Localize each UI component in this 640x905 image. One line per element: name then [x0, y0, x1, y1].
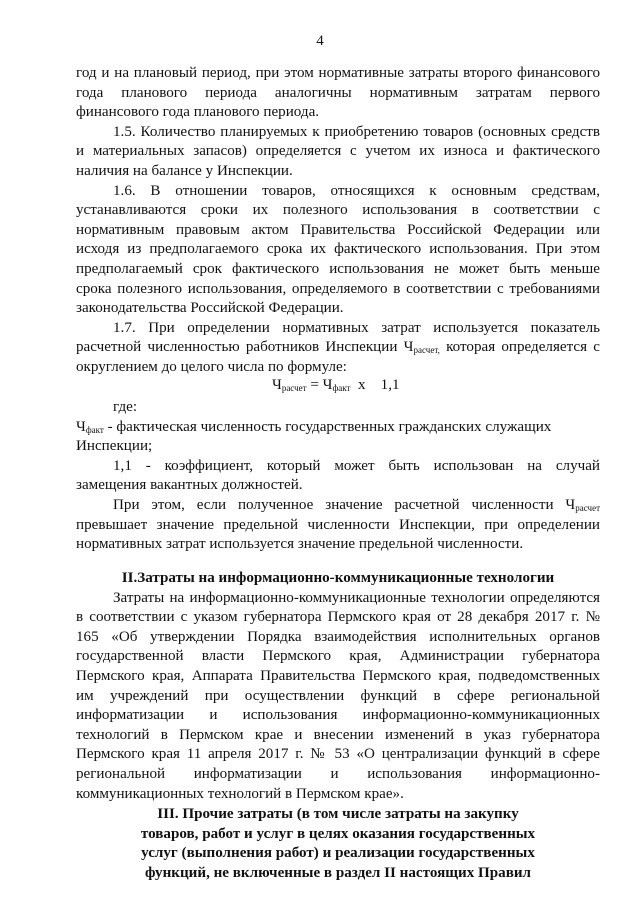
where-label: где: [113, 399, 138, 415]
p16-line-2: устанавливаются сроки их полезного использования в соответствии с [76, 202, 600, 219]
intro-line-2: года планового периода аналогичны нормативным затратам первого [76, 84, 600, 101]
s2-line-4: государственной власти Пермского края, Администрации губернатора [76, 648, 600, 665]
p15-line-1: 1.5. Количество планируемых к приобретению товаров (основных средств [113, 123, 600, 140]
p16-line-3: нормативным правовым актом Правительства Российской Федерации или [76, 221, 600, 238]
definition-fact-cont: Инспекции; [76, 438, 153, 455]
p16-line-7: законодательства Российской Федерации. [76, 300, 344, 317]
p16-line-6: срока полезного использования, определяемого в соответствии с требованиями [76, 280, 600, 297]
p17-line-3: округлением до целого числа по формуле: [76, 359, 347, 375]
p16-line-4: исходя из предполагаемого срока их фактического использования. При этом [76, 241, 600, 258]
p17-line-2: расчетной численностью работников Инспекции $Ч_{расчет,}$ которая определяется с [76, 339, 600, 356]
definition-coef: 1,1 - коэффициент, который может быть использован на случай [113, 457, 600, 474]
intro-line-3: финансового года планового периода. [76, 104, 320, 121]
s2-line-11: коммуникационных технологий в Пермском крае». [76, 785, 404, 802]
s2-line-10: региональной информатизации и использования информационно- [76, 766, 600, 782]
p15-line-2: и материальных запасов) определяется с учетом их износа и фактического [76, 143, 600, 160]
s2-line-5: Пермского края, Аппарата Правительства Пермского края, подведомственных [76, 668, 600, 684]
definition-fact: $Ч_{факт}$ - фактическая численность государственных гражданских служащих [76, 418, 552, 435]
section-3-heading-line-1: III. Прочие затраты (в том числе затраты на закупку [157, 806, 519, 822]
section-2-heading: II.Затраты на информационно-коммуникационные технологии [121, 570, 555, 586]
s2-line-3: 165 «Об утверждении Порядка взаимодействия исполнительных органов [76, 628, 600, 645]
p15-line-3: наличия на балансе у Инспекции. [76, 163, 293, 179]
note-line-1: При этом, если полученное значение расчетной численности $Ч_{расчет}$ [113, 497, 600, 513]
s2-line-1: Затраты на информационно-коммуникационные технологии определяются [113, 589, 600, 606]
p16-line-5: предполагаемый срок фактического использования не может быть меньше [76, 261, 600, 277]
section-3-heading-line-3: услуг (выполнения работ) и реализации государственных [141, 845, 535, 862]
intro-line-1: год и на плановый период, при этом нормативные затраты второго финансового [76, 65, 600, 81]
p17-line-1: 1.7. При определении нормативных затрат используется показатель [113, 319, 600, 336]
s2-line-8: технологий в Пермском крае и внесении изменений в указ губернатора [76, 726, 600, 743]
s2-line-2: в соответствии с указом губернатора Пермского края от 28 декабря 2017 г. № [76, 609, 600, 626]
section-3-heading-line-4: функций, не включенные в раздел II настоящих Правил [144, 864, 532, 881]
note-line-3: нормативных затрат используется значение предельной численности. [76, 536, 524, 553]
s2-line-6: им учреждений при осуществлении функций в сфере региональной [76, 687, 600, 704]
p16-line-1: 1.6. В отношении товаров, относящихся к основным средствам, [113, 182, 600, 199]
formula: $Ч_{расчет} = Ч_{факт}$ х 1,1 [272, 377, 400, 393]
section-3-heading-line-2: товаров, работ и услуг в целях оказания государственных [140, 825, 536, 842]
s2-line-9: Пермского края 11 апреля 2017 г. № 53 «О централизации функций в сфере [76, 746, 600, 763]
s2-line-7: информатизации и использования информационно-коммуникационных [76, 707, 600, 724]
page-number: 4 [316, 33, 324, 49]
definition-coef-cont: замещения вакантных должностей. [76, 477, 303, 494]
note-line-2: превышает значение предельной численности Инспекции, при определении [76, 516, 600, 533]
